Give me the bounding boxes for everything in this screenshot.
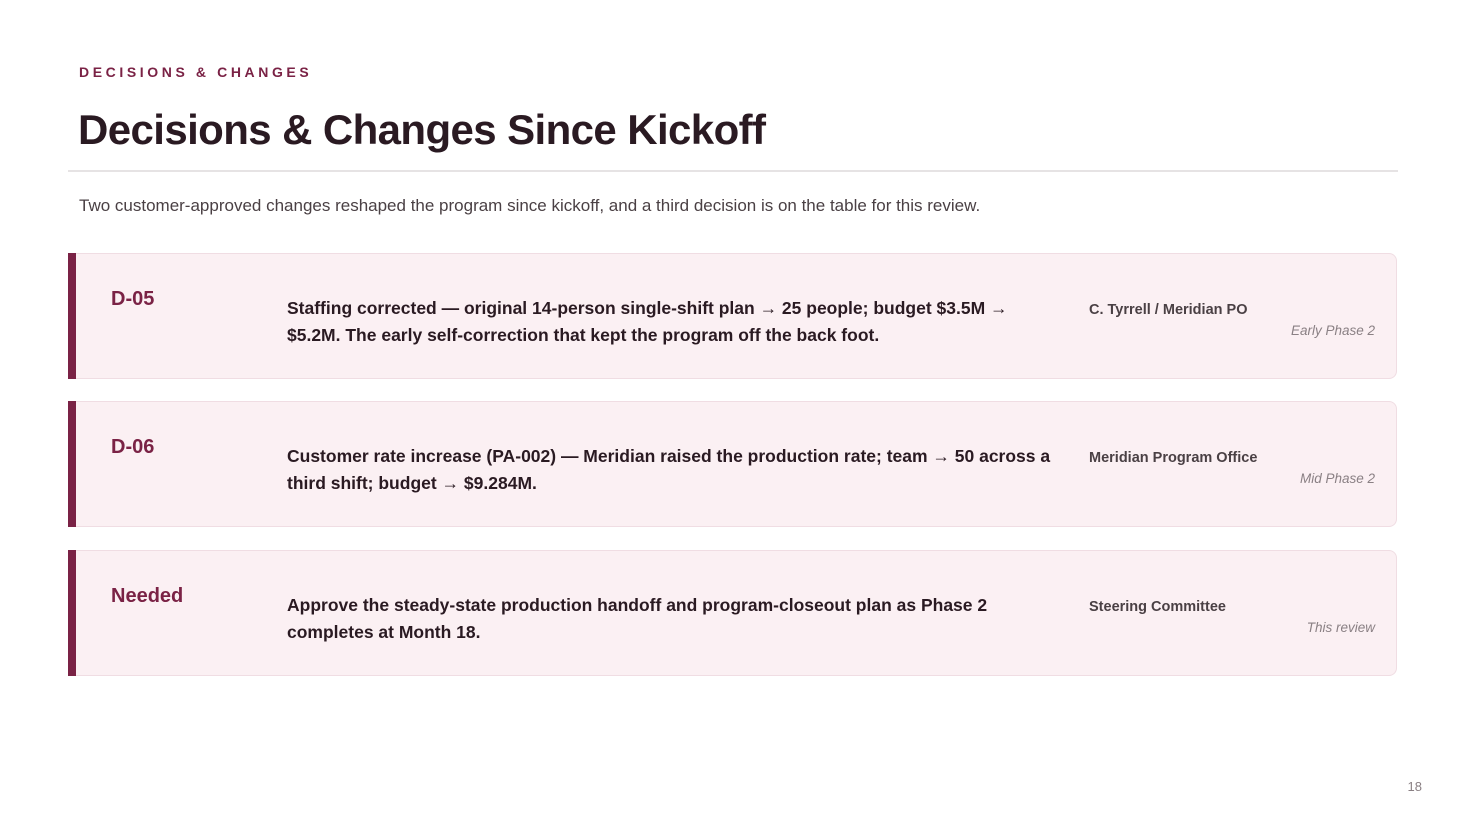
decision-timing: This review [1306,620,1375,635]
decision-owner: Steering Committee [1089,599,1226,615]
decision-owner: Meridian Program Office [1089,450,1258,466]
decision-code: D-05 [111,288,155,310]
decision-timing: Mid Phase 2 [1299,471,1375,486]
decision-card-d06 [68,401,1397,527]
accent-bar [68,550,76,676]
decision-owner: C. Tyrrell / Meridian PO [1089,302,1248,318]
decision-card-needed [68,550,1397,676]
decision-code: D-06 [111,436,155,458]
title-divider [68,170,1398,172]
decision-code: Needed [111,585,184,607]
section-eyebrow: DECISIONS & CHANGES [79,64,313,80]
page-title: Decisions & Changes Since Kickoff [78,106,766,153]
page-subtitle: Two customer-approved changes reshaped the program since kickoff, and a third decision is on the table for this review. [79,196,981,215]
accent-bar [68,253,76,379]
decision-card-d05 [68,253,1397,379]
decision-description: Approve the steady-state production handoff and program-closeout plan as Phase 2 completes at Month 18. [287,595,988,642]
page-number: 18 [1407,779,1422,794]
accent-bar [68,401,76,527]
decision-description: Staffing corrected — original 14-person single-shift plan → 25 people; budget $3.5M → $5.2M. The early self-correction that kept the program off the back foot. [287,298,1008,345]
decision-timing: Early Phase 2 [1290,323,1375,338]
decision-description: Customer rate increase (PA-002) — Meridian raised the production rate; team → 50 across a third shift; budget → $9.284M. [287,446,1051,493]
